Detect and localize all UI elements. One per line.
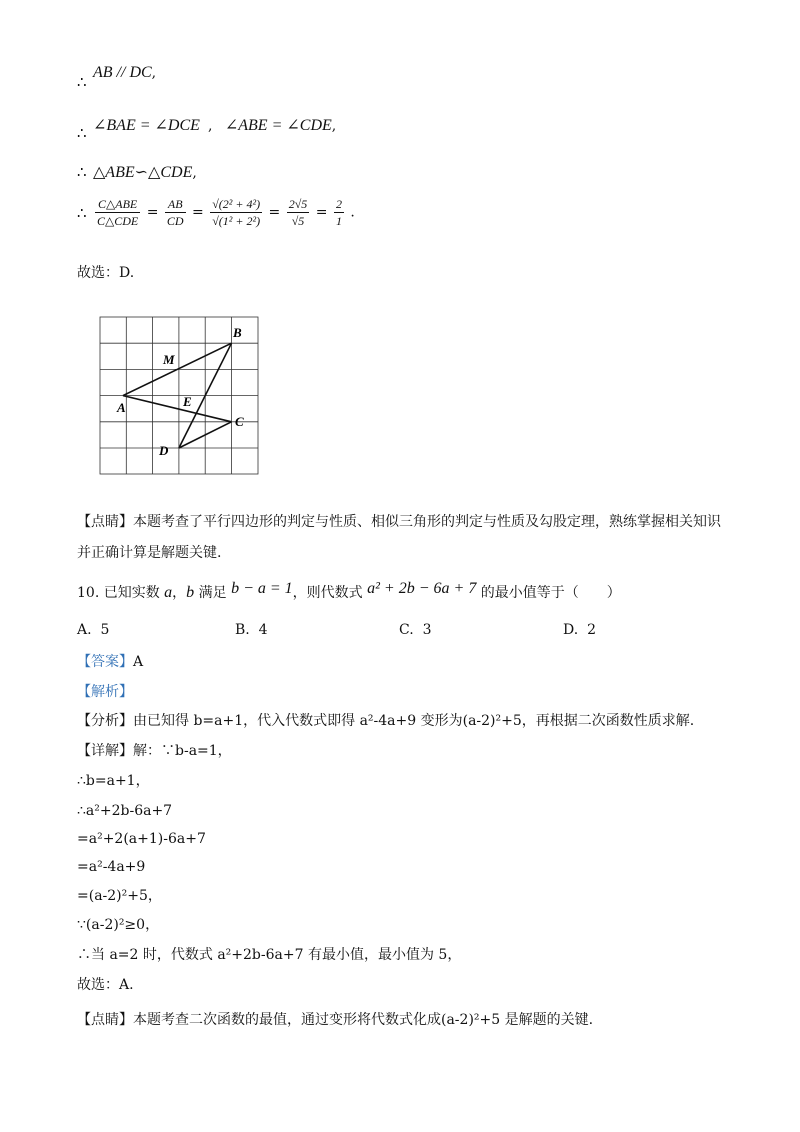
review-text: 本题考查了平行四边形的判定与性质、相似三角形的判定与性质及勾股定理，熟练掌握相关知识 (133, 514, 721, 530)
fenxi-tag: 【分析】 (77, 713, 133, 729)
question-text: 已知实数 (103, 585, 160, 601)
perimeter-cde: C△CDE (97, 214, 139, 228)
geometry-grid-figure (99, 315, 261, 477)
punct: , (207, 118, 213, 134)
sqrt-fraction (210, 196, 262, 229)
detail-line-6: =(a-2)²+5， (77, 888, 162, 904)
angle-equality-2: ∠ABE = ∠CDE (224, 117, 332, 134)
root5-fraction (287, 196, 310, 229)
proof-line-ratio (77, 196, 355, 229)
detail-line-9: 故选：A. (77, 977, 134, 993)
answer-tag: 【答案】 (77, 654, 133, 670)
equals: = (192, 204, 204, 221)
perimeter-ratio-fraction (95, 196, 140, 229)
sqrt-numerator: √(2² + 4²) (212, 197, 261, 211)
point-label-a: A (117, 400, 126, 415)
segment-ac (123, 396, 232, 422)
fenxi-line (77, 711, 694, 731)
option-letter: D. (563, 622, 579, 638)
point-label-e: E (183, 394, 192, 409)
review9-line2: 并正确计算是解题关键. (77, 545, 222, 561)
answer-line (77, 652, 143, 672)
question-text: 满足 (198, 585, 227, 601)
point-label-c: C (235, 414, 244, 429)
review-text: 本题考查二次函数的最值，通过变形将代数式化成(a-2)²+5 是解题的关键. (133, 1012, 594, 1028)
option-c[interactable] (399, 622, 432, 638)
equals: = (315, 204, 328, 221)
point-label-d: D (159, 443, 169, 458)
therefore-symbol: ∴ (77, 124, 87, 142)
punct: ， (172, 585, 187, 601)
result-fraction (334, 196, 344, 229)
proof-line-angles (77, 115, 337, 142)
equals: = (146, 204, 159, 221)
sqrt-denominator: √(1² + 2²) (212, 214, 261, 228)
answer-value: A (133, 654, 144, 670)
review-tag: 【点睛】 (77, 1012, 133, 1028)
ab-cd-fraction (165, 196, 186, 229)
question-text: ，则代数式 (292, 585, 363, 601)
punct: . (350, 204, 355, 221)
cd: CD (166, 214, 184, 228)
detail-line-3: ∴a²+2b-6a+7 (77, 803, 173, 819)
proof-line-similar (77, 162, 197, 183)
point-label-m: M (163, 352, 175, 367)
root5: √5 (291, 214, 305, 228)
option-letter: B. (235, 622, 250, 638)
option-letter: A. (77, 622, 92, 638)
detail-line-4: =a²+2(a+1)-6a+7 (77, 831, 206, 847)
punct: , (151, 65, 157, 81)
detail-text: 解：∵b-a=1， (133, 743, 232, 759)
question-number: 10. (77, 585, 100, 601)
therefore-symbol: ∴ (77, 163, 87, 181)
detail-tag: 【详解】 (77, 743, 133, 759)
equals: = (268, 204, 281, 221)
detail-line-1 (77, 741, 232, 761)
analysis-tag: 【解析】 (77, 684, 133, 700)
review10-line (77, 1010, 593, 1030)
therefore-symbol: ∴ (77, 73, 87, 91)
option-value: 4 (258, 622, 268, 638)
angle-equality-1: ∠BAE = ∠DCE (93, 117, 200, 134)
target-expression: a² + 2b − 6a + 7 (367, 580, 477, 597)
option-a[interactable] (77, 622, 109, 638)
option-b[interactable] (235, 622, 268, 638)
detail-line-5: =a²-4a+9 (77, 859, 146, 875)
var-b: b (186, 584, 195, 601)
parallel-statement: AB // DC (93, 64, 152, 81)
option-d[interactable] (563, 622, 596, 638)
var-a: a (164, 584, 173, 601)
option-value: 3 (422, 622, 432, 638)
perimeter-abe: C△ABE (95, 196, 140, 213)
option-letter: C. (399, 622, 414, 638)
option-value: 5 (100, 622, 110, 638)
fenxi-text: 由已知得 b=a+1，代入代数式即得 a²-4a+9 变形为(a-2)²+5，再根据二次函数性质求解. (133, 713, 695, 729)
punct: , (192, 165, 197, 181)
detail-line-8: ∴当 a=2 时，代数式 a²+2b-6a+7 有最小值，最小值为 5， (77, 947, 462, 963)
condition-expression: b − a = 1 (231, 580, 293, 597)
one: 1 (335, 214, 342, 228)
detail-line-2: ∴b=a+1， (77, 773, 150, 789)
ab: AB (165, 196, 186, 213)
detail-line-7: ∵(a-2)²≥0， (77, 917, 160, 933)
similarity-statement: △ABE∽△CDE (93, 164, 193, 181)
therefore-symbol: ∴ (77, 203, 87, 222)
question-10 (77, 582, 621, 602)
select-d: 故选：D. (77, 265, 135, 281)
review-tag: 【点睛】 (77, 514, 133, 530)
two-root5: 2√5 (288, 197, 308, 211)
option-value: 2 (587, 622, 597, 638)
two: 2 (335, 197, 342, 211)
point-label-b: B (233, 325, 242, 340)
review9-line1 (77, 512, 721, 532)
proof-line-parallel (77, 62, 157, 91)
punct: , (331, 118, 337, 134)
question-text: 的最小值等于（ ） (480, 585, 621, 601)
